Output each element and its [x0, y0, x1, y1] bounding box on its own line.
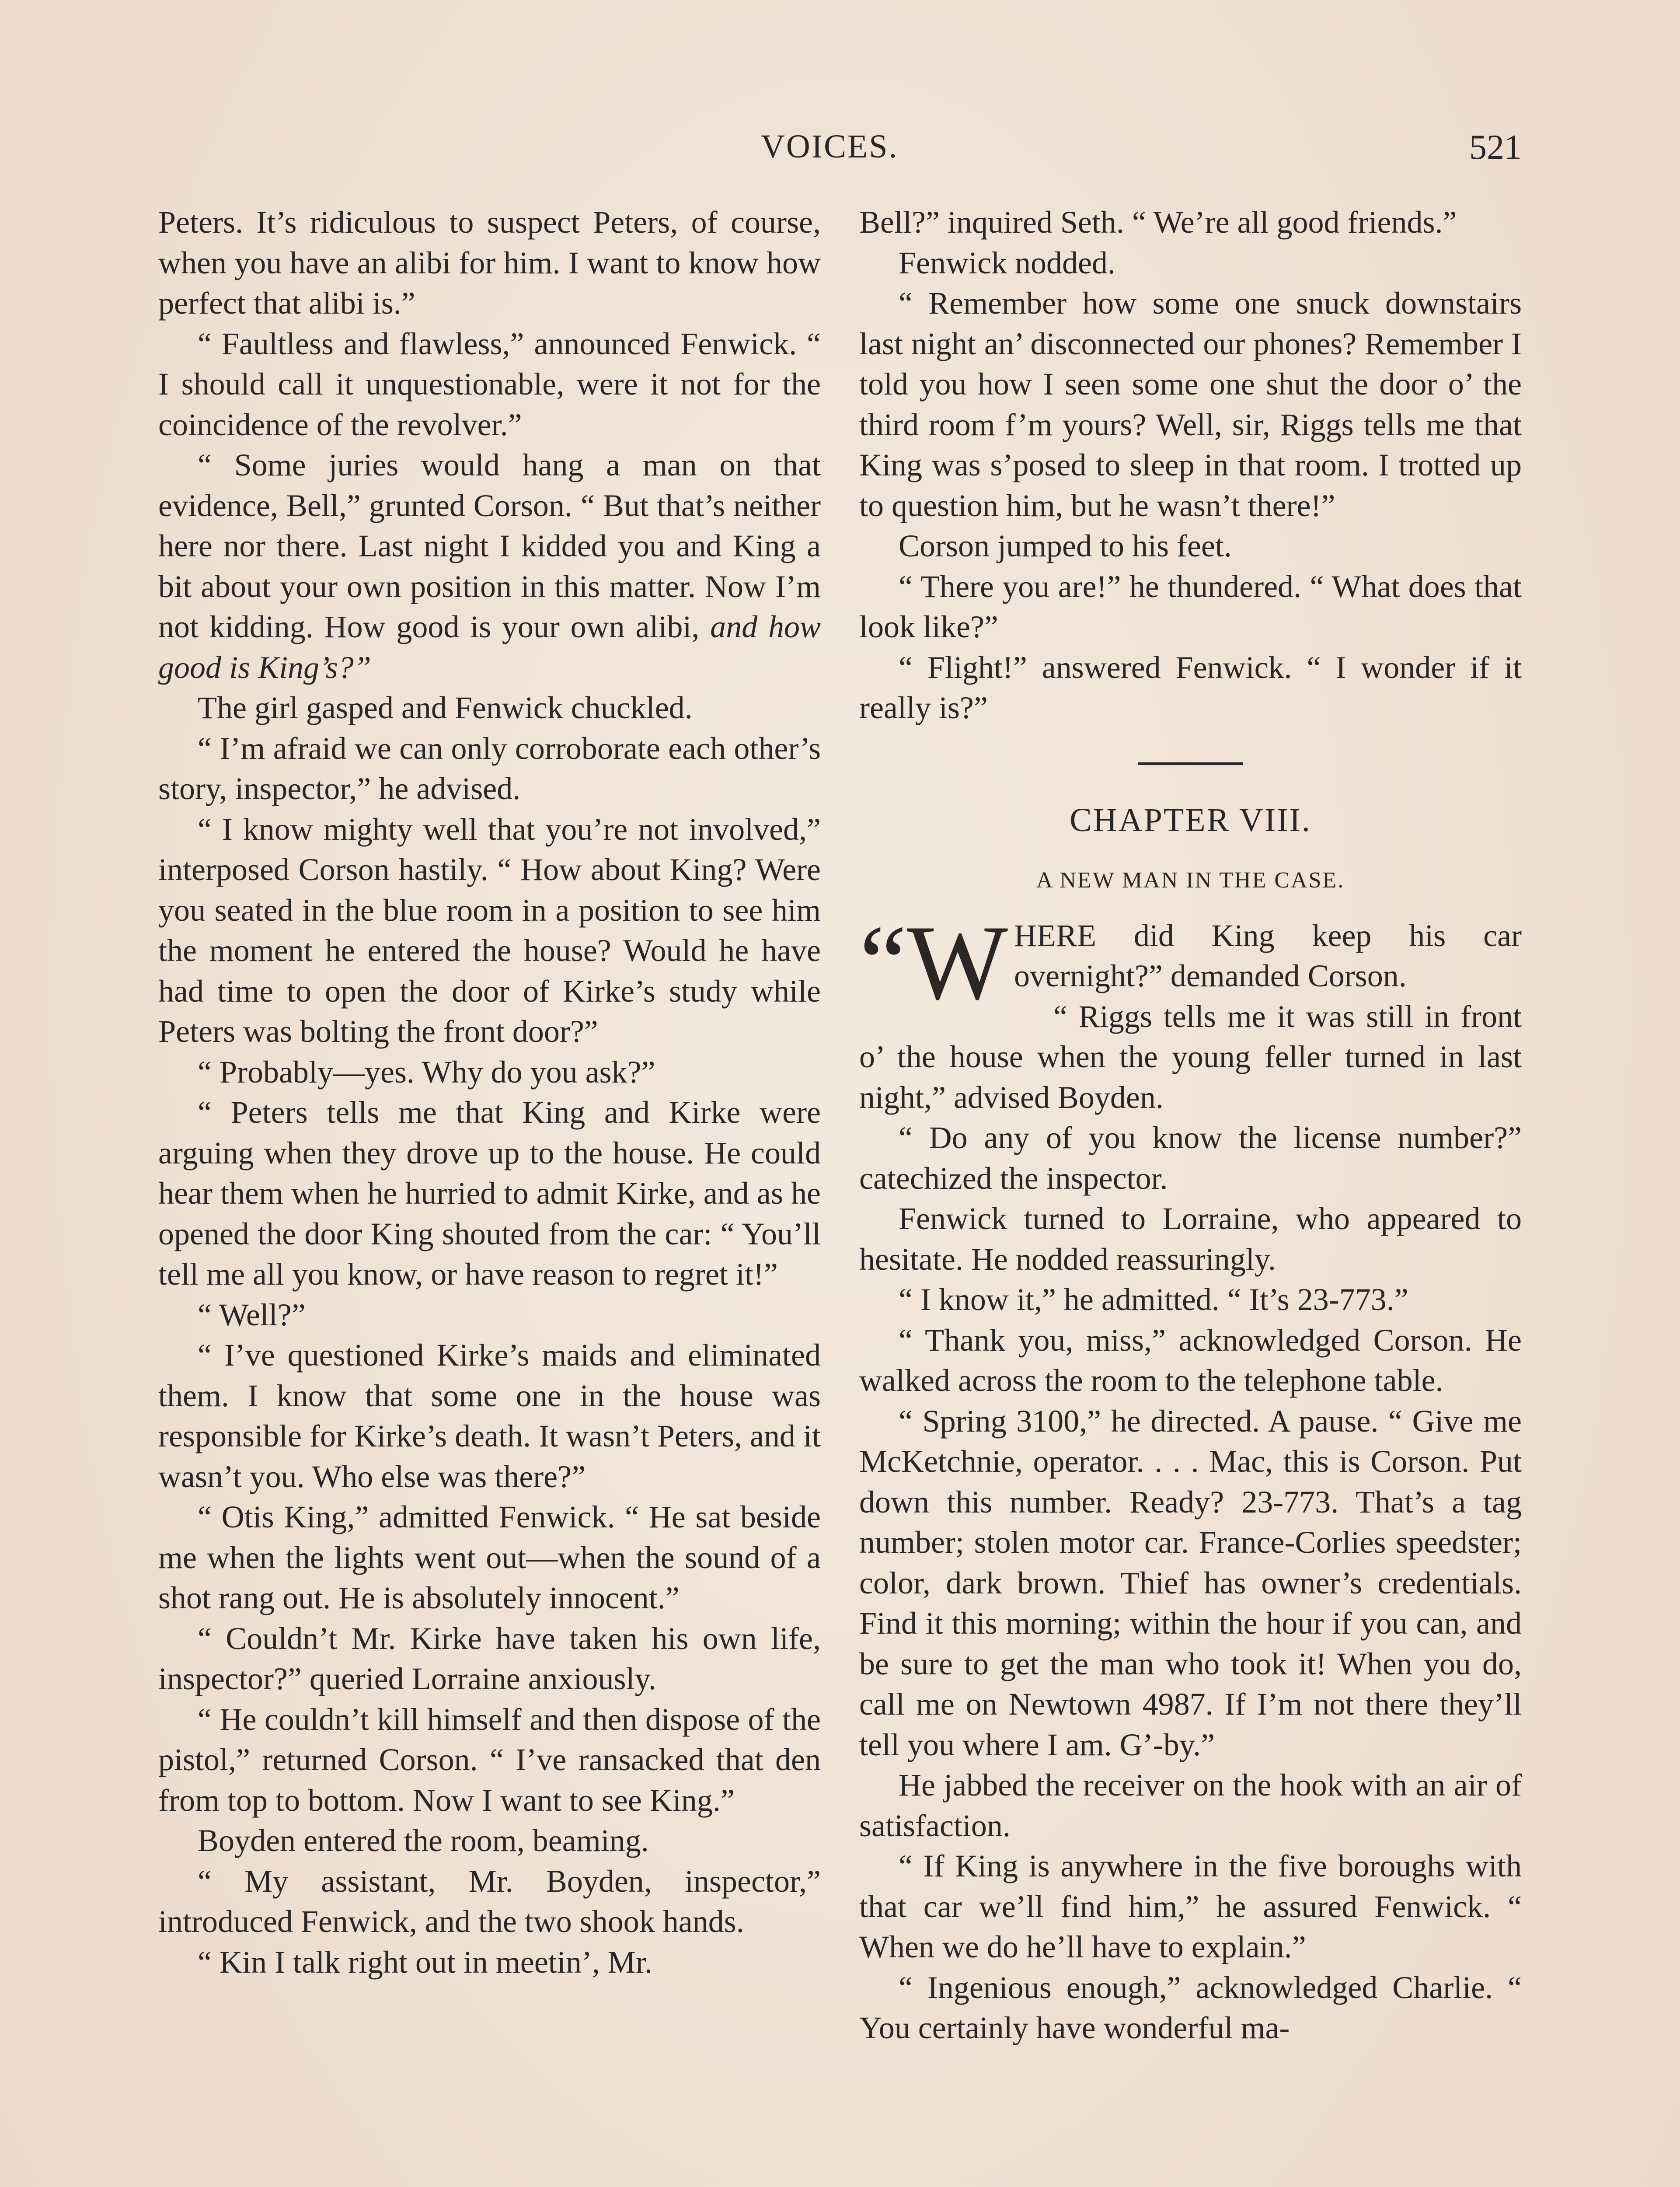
paragraph [859, 243, 1522, 283]
paragraph [859, 1198, 1522, 1279]
paragraph [158, 688, 821, 728]
paragraph-text: Corson jumped to his feet. [899, 528, 1232, 563]
paragraph-text: Fenwick turned to Lorraine, who appeared to hesitate. He nodded reassuringly. [859, 1201, 1522, 1277]
opening-quote: “ [859, 903, 907, 1022]
paragraph-text: “ Do any of you know the license number?” catechized the inspector. [859, 1120, 1522, 1196]
paragraph-text: “ I know mighty well that you’re not involved,” interposed Corson hastily. “ How about King? Were you seated in the blue room in a position to see him the moment he entered the house? Would he have had time to open the door of Kirke’s study while Peters was bolting the front door?” [158, 811, 821, 1049]
paragraph [158, 202, 821, 324]
paragraph [859, 566, 1522, 647]
left-column [158, 202, 821, 1982]
paragraph [158, 324, 821, 445]
paragraph-text: “ Riggs tells me it was still in front o’ the house when the young feller turned in last night,” advised Boyden. [859, 999, 1522, 1115]
paragraph-text: “ Kin I talk right out in meetin’, Mr. [198, 1944, 652, 1980]
paragraph [859, 1118, 1522, 1198]
paragraph [859, 283, 1522, 526]
paragraph [859, 202, 1522, 243]
right-column [859, 202, 1522, 2048]
paragraph-text: “ Spring 3100,” he directed. A pause. “ Give me McKetchnie, operator. . . . Mac, this is Corson. Put down this number. Ready? 23-773. That’s a tag number; stolen motor car. France-Corlies speedster; color, dark brown. Thief has owner’s credentials. Find it this morning; within the hour if you can, and be sure to get the man who took it! When you do, call me on Newtown 4987. If I’m not there they’ll tell you where I am. G’-by.” [859, 1403, 1522, 1762]
paragraph [158, 1052, 821, 1093]
chapter-subtitle: A NEW MAN IN THE CASE. [1036, 867, 1345, 893]
paragraph [158, 1942, 821, 1983]
right-column-after-chapter [859, 996, 1522, 2048]
paragraph-text: “ I’ve questioned Kirke’s maids and eliminated them. I know that some one in the house was responsible for Kirke’s death. It wasn’t Peters, and it wasn’t you. Who else was there?” [158, 1338, 821, 1494]
chapter-title: CHAPTER VIII. [1070, 801, 1311, 838]
paragraph [859, 1401, 1522, 1765]
paragraph [158, 1699, 821, 1821]
paragraph-text: “ Remember how some one snuck downstairs last night an’ disconnected our phones? Remember I told you how I seen some one shut the door o’ the third room f’m yours? Well, sir, Riggs tells me that King was s’posed to sleep in that room. I trotted up to question him, but he wasn’t there!” [859, 286, 1522, 523]
opening-text: HERE did King keep his car overnight?” demanded Corson. [1014, 918, 1522, 993]
paragraph [859, 1846, 1522, 1967]
paragraph [158, 1335, 821, 1497]
paragraph-text: “ I’m afraid we can only corroborate each other’s story, inspector,” he advised. [158, 730, 821, 806]
paragraph-text: “ I know it,” he admitted. “ It’s 23-773.” [899, 1282, 1408, 1317]
drop-cap [859, 903, 1008, 1022]
paragraph-text: “ Couldn’t Mr. Kirke have taken his own life, inspector?” queried Lorraine anxiously. [158, 1621, 821, 1696]
paragraph-text: “ My assistant, Mr. Boyden, inspector,” introduced Fenwick, and the two shook hands. [158, 1863, 821, 1939]
running-title: VOICES. [761, 128, 899, 165]
paragraph [158, 1497, 821, 1618]
paragraph [859, 1765, 1522, 1846]
paragraph [158, 1861, 821, 1942]
paragraph-text: “ Flight!” answered Fenwick. “ I wonder if it really is?” [859, 650, 1522, 725]
paragraph [859, 1279, 1522, 1320]
paragraph-text: Peters. It’s ridiculous to suspect Peters, of course, when you have an alibi for him. I want to know how perfect that alibi is.” [158, 205, 821, 321]
paragraph-text: “ Some juries would hang a man on that evidence, Bell,” grunted Corson. “ But that’s neither here nor there. Last night I kidded you and King a bit about your own position in this matter. Now I’m not kidding. How good is your own alibi, [158, 447, 821, 644]
paragraph [158, 809, 821, 1052]
paragraph-text: “ There you are!” he thundered. “ What does that look like?” [859, 569, 1522, 644]
italic-text: and how good is King’s?” [158, 609, 821, 685]
paragraph-text: Fenwick nodded. [899, 245, 1115, 280]
right-column-before-chapter [859, 202, 1522, 728]
page-number: 521 [1469, 128, 1522, 167]
paragraph [158, 1618, 821, 1699]
paragraph [158, 1820, 821, 1861]
paragraph-text: “ Well?” [198, 1297, 306, 1332]
paragraph [158, 445, 821, 688]
paragraph-text: Boyden entered the room, beaming. [198, 1823, 649, 1858]
paragraph-text: Bell?” inquired Seth. “ We’re all good friends.” [859, 205, 1457, 240]
paragraph-text: “ Thank you, miss,” acknowledged Corson. He walked across the room to the telephone table. [859, 1322, 1522, 1398]
paragraph-text: “ Faultless and flawless,” announced Fenwick. “ I should call it unquestionable, were it not for the coincidence of the revolver.” [158, 326, 821, 442]
paragraph-text: “ Ingenious enough,” acknowledged Charlie. “ You certainly have wonderful ma- [859, 1970, 1522, 2045]
paragraph-text: “ If King is anywhere in the five boroughs with that car we’ll find him,” he assured Fenwick. “ When we do he’ll have to explain.” [859, 1848, 1522, 1964]
paragraph [158, 728, 821, 809]
paragraph [859, 526, 1522, 566]
chapter-opening-paragraph [859, 903, 1522, 1022]
section-divider [1138, 762, 1243, 765]
drop-cap-letter: W [906, 903, 1008, 1022]
paragraph-text: “ Otis King,” admitted Fenwick. “ He sat beside me when the lights went out—when the sound of a shot rang out. He is absolutely innocent.” [158, 1499, 821, 1615]
paragraph [859, 1320, 1522, 1401]
paragraph [158, 1295, 821, 1335]
paragraph-text: “ Probably—yes. Why do you ask?” [198, 1054, 655, 1090]
paragraph [859, 1967, 1522, 2048]
paragraph-text: “ He couldn’t kill himself and then dispose of the pistol,” returned Corson. “ I’ve ransacked that den from top to bottom. Now I want to see King.” [158, 1701, 821, 1818]
paragraph [859, 647, 1522, 728]
paragraph-text: He jabbed the receiver on the hook with an air of satisfaction. [859, 1768, 1522, 1843]
paragraph-text: “ Peters tells me that King and Kirke were arguing when they drove up to the house. He could hear them when he hurried to admit Kirke, and as he opened the door King shouted from the car: “ You’ll tell me all you know, or have reason to regret it!” [158, 1095, 821, 1292]
paragraph [158, 1092, 821, 1295]
paragraph-text: The girl gasped and Fenwick chuckled. [198, 690, 693, 725]
